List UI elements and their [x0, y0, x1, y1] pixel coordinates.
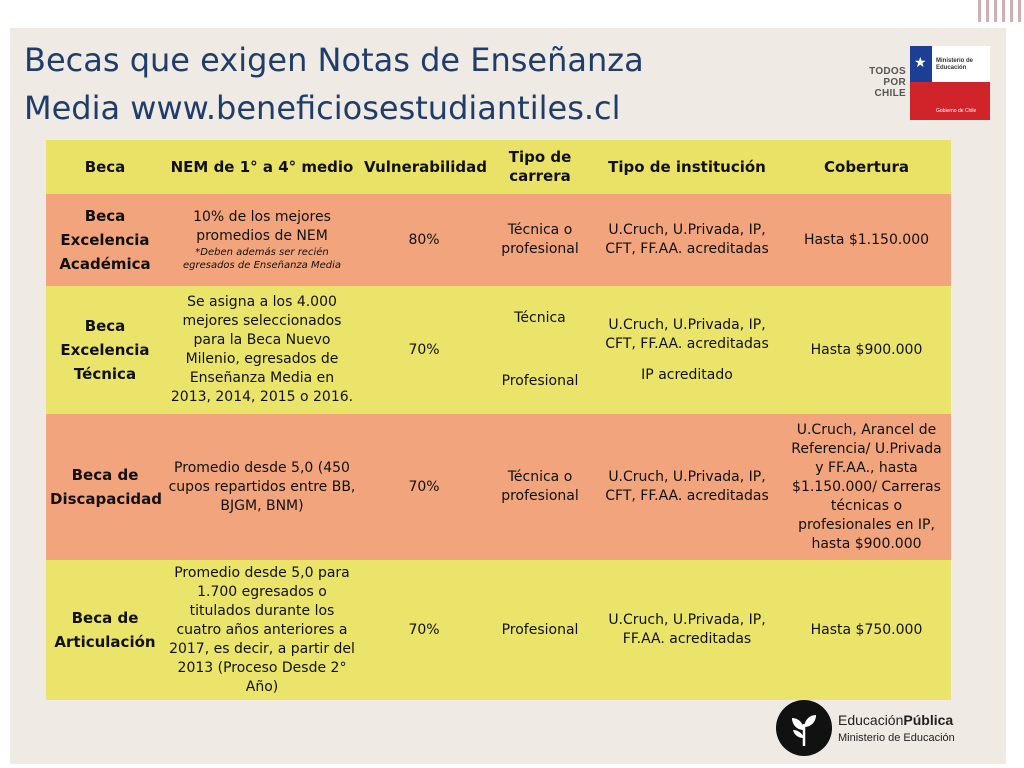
beca-name: Beca Excelencia Académica: [46, 194, 164, 286]
edu-ministry: Ministerio de Educación: [838, 732, 955, 744]
header-cobertura: Cobertura: [782, 140, 951, 194]
vulnerabilidad-cell: 70%: [360, 286, 488, 414]
cobertura-cell: Hasta $1.150.000: [782, 194, 951, 286]
gov-ministry-label: Ministerio de Educación: [936, 58, 974, 71]
gobierno-de-chile-logo: [862, 46, 992, 122]
cobertura-cell: Hasta $900.000: [782, 286, 951, 414]
header-vulnerabilidad: Vulnerabilidad: [360, 140, 488, 194]
tipo-carrera-cell: [488, 286, 592, 414]
tipo-carrera-cell: Profesional: [488, 560, 592, 700]
slide-top-margin: [0, 0, 1024, 24]
tipo-institucion-cell: U.Cruch, U.Privada, IP, CFT, FF.AA. acreditadas: [592, 194, 782, 286]
cobertura-cell: U.Cruch, Arancel de Referencia/ U.Privada y FF.AA., hasta $1.150.000/ Carreras técnicas o profesionales en IP, hasta $900.000: [782, 414, 951, 560]
nem-cell: Promedio desde 5,0 (450 cupos repartidos entre BB, BJGM, BNM): [164, 414, 360, 560]
educacion-publica-logo: [776, 700, 996, 760]
title-line-1: Becas que exigen Notas de Enseñanza: [24, 41, 644, 79]
tipo-institucion-cell: U.Cruch, U.Privada, IP, CFT, FF.AA. acreditadas: [592, 414, 782, 560]
nem-text: 10% de los mejores promedios de NEM: [193, 209, 331, 244]
nem-note: *Deben además ser recién egresados de Enseñanza Media: [182, 247, 342, 271]
slide-title: [24, 36, 724, 132]
tipo-carrera-cell: Técnica o profesional: [488, 414, 592, 560]
tipo-institucion-profesional: IP acreditado: [641, 366, 733, 383]
nem-cell: Se asigna a los 4.000 mejores seleccionados para la Beca Nuevo Milenio, egresados de Enseñanza Media en 2013, 2014, 2015 o 2016.: [164, 286, 360, 414]
edu-name: EducaciónPública: [838, 712, 954, 728]
table-row: [46, 286, 951, 414]
title-line-2: Media www.beneficiosestudiantiles.cl: [24, 89, 621, 127]
tipo-carrera-profesional: Profesional: [501, 373, 579, 389]
vulnerabilidad-cell: 70%: [360, 414, 488, 560]
nem-cell: [164, 194, 360, 286]
cobertura-cell: Hasta $750.000: [782, 560, 951, 700]
header-tipo-carrera: Tipo de carrera: [488, 140, 592, 194]
slide-right-margin: [1006, 24, 1024, 768]
header-tipo-institucion: Tipo de institución: [592, 140, 782, 194]
star-icon: ★: [914, 54, 927, 70]
tipo-institucion-tecnica: U.Cruch, U.Privada, IP, CFT, FF.AA. acreditadas: [605, 316, 769, 352]
header-nem: NEM de 1° a 4° medio: [164, 140, 360, 194]
gov-government-label: Gobierno de Chile: [936, 108, 977, 114]
beca-name: Beca de Articulación: [46, 560, 164, 700]
tipo-carrera-tecnica: Técnica: [514, 310, 566, 326]
table-header-row: [46, 140, 951, 194]
plant-icon: [776, 700, 832, 756]
table-row: [46, 560, 951, 700]
table-row: [46, 194, 951, 286]
vulnerabilidad-cell: 80%: [360, 194, 488, 286]
vulnerabilidad-cell: 70%: [360, 560, 488, 700]
gov-slogan: TODOS POR CHILE: [869, 66, 906, 99]
tipo-institucion-cell: U.Cruch, U.Privada, IP, FF.AA. acreditadas: [592, 560, 782, 700]
header-beca: Beca: [46, 140, 164, 194]
decorative-lines: [960, 0, 1024, 24]
tipo-institucion-cell: [592, 286, 782, 414]
beca-name: Beca de Discapacidad: [46, 414, 164, 560]
beca-name: Beca Excelencia Técnica: [46, 286, 164, 414]
gov-flag-box: [910, 46, 990, 120]
nem-cell: Promedio desde 5,0 para 1.700 egresados o titulados durante los cuatro años anteriores a 2017, es decir, a partir del 2013 (Proceso Desde 2° Año): [164, 560, 360, 700]
becas-table: [46, 140, 951, 700]
tipo-carrera-cell: Técnica o profesional: [488, 194, 592, 286]
table-row: [46, 414, 951, 560]
